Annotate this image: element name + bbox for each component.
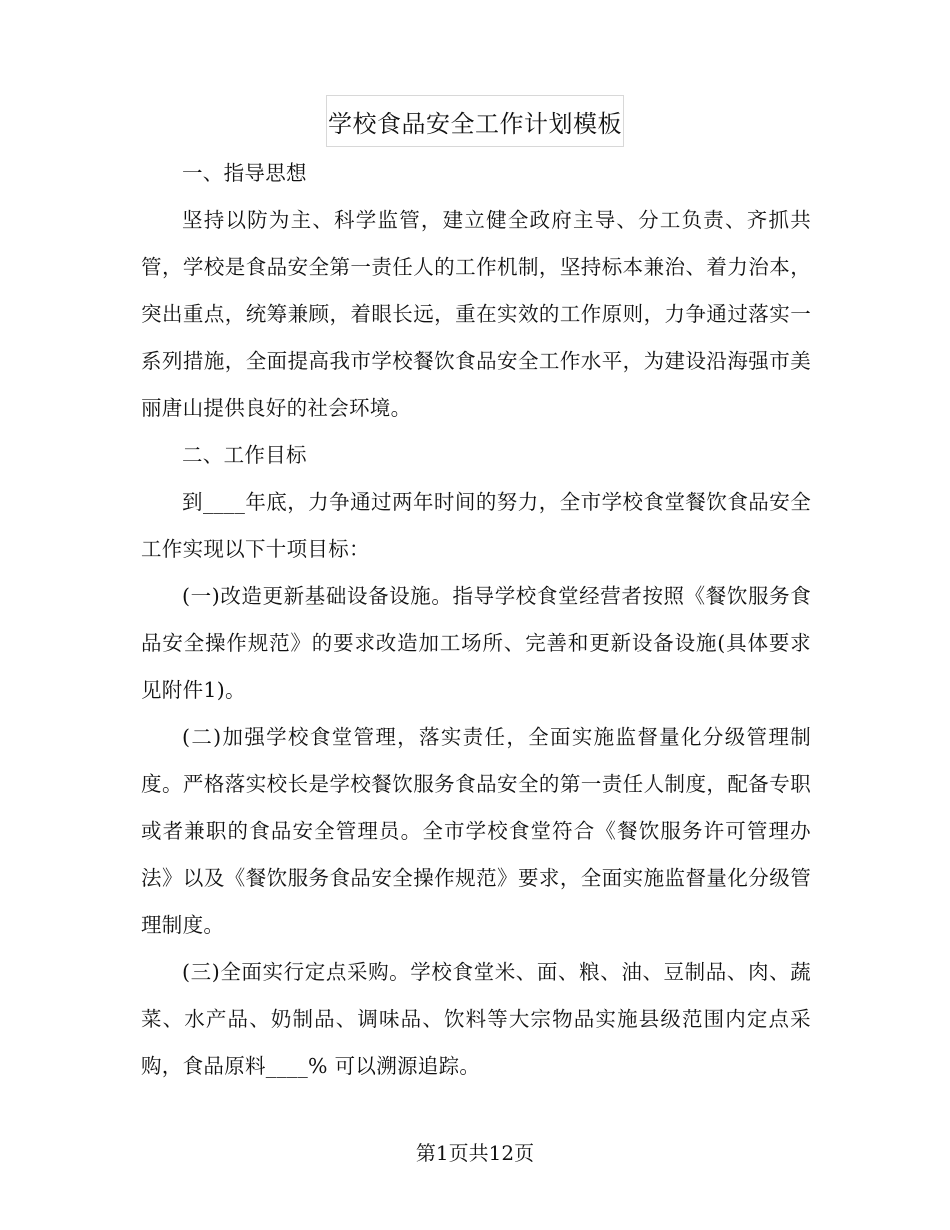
document-title: 学校食品安全工作计划模板 (328, 109, 622, 138)
heading-guiding-thought: 一、指导思想 (182, 161, 307, 185)
paragraph-goal-3: (三)全面实行定点采购。学校食堂米、面、粮、油、豆制品、肉、蔬菜、水产品、奶制品、调味品、饮料等大宗物品实施县级范围内定点采购，食品原料____% 可以溯源追踪。 (141, 960, 811, 1078)
paragraph-guiding-thought: 坚持以防为主、科学监管，建立健全政府主导、分工负责、齐抓共管，学校是食品安全第一责任人的工作机制，坚持标本兼治、着力治本，突出重点，统筹兼顾，着眼长远，重在实效的工作原则，力争通过落实一系列措施，全面提高我市学校餐饮食品安全工作水平，为建设沿海强市美丽唐山提供良好的社会环境。 (141, 208, 811, 420)
document-body (141, 150, 811, 1090)
heading-work-goals: 二、工作目标 (182, 443, 307, 467)
paragraph-goal-2: (二)加强学校食堂管理，落实责任，全面实施监督量化分级管理制度。严格落实校长是学校餐饮服务食品安全的第一责任人制度，配备专职或者兼职的食品安全管理员。全市学校食堂符合《餐饮服务许可管理办法》以及《餐饮服务食品安全操作规范》要求，全面实施监督量化分级管理制度。 (141, 725, 811, 937)
page-footer: 第1页共12页 (415, 1141, 535, 1165)
paragraph-goal-1: (一)改造更新基础设备设施。指导学校食堂经营者按照《餐饮服务食品安全操作规范》的要求改造加工场所、完善和更新设备设施(具体要求见附件1)。 (141, 584, 811, 702)
paragraph-goals-intro: 到____年底，力争通过两年时间的努力，全市学校食堂餐饮食品安全工作实现以下十项目标： (141, 490, 811, 561)
title-box (326, 95, 624, 147)
